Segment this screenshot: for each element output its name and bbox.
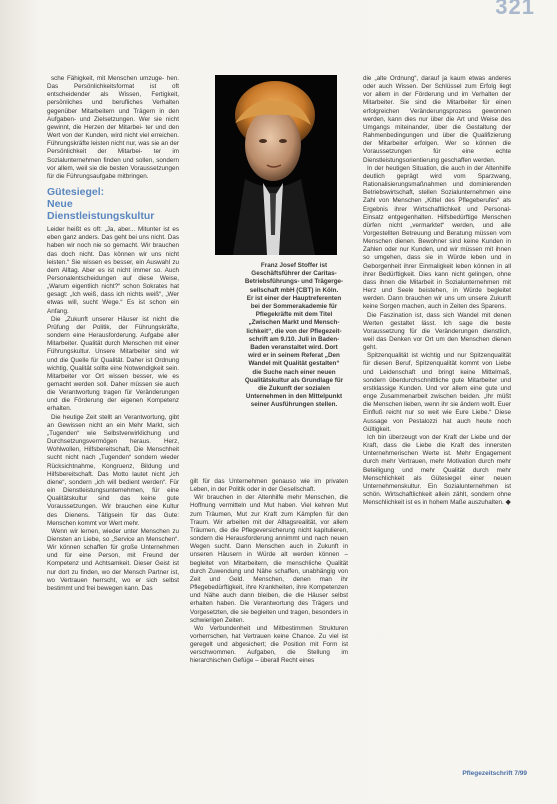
paragraph: Wenn wir lernen, wieder unter Menschen zu Diensten an Liebe, so „Service an Menschen“. Wir können schaffen für große Unternehmen und für eine Person, mit Freund der Kompetenz und Achtsamkeit. Dieser Geist ist nur dort zu finden, wo der Mensch Partner ist, wo Vertrauen herrscht, wo er sich selbst bestimmt und frei bewegen kann. Das	[47, 527, 179, 592]
caption-line: Baden veranstaltet wird. Dort	[250, 344, 338, 352]
caption-line: wird er in seinem Referat „Den	[248, 352, 340, 360]
paragraph: Wo Verbundenheit und Mitbestimmen Strukturen vorherrschen, hat Vertrauen keine Chance. Zu viel ist geregelt und abgesichert; die Position mit Form ist verschwommen. Aufgaben, die Stellung im hierarchischen Gefüge – überall Recht eines	[190, 624, 348, 665]
paragraph: Leider heißt es oft: „Ja, aber... Mitunter ist es eben ganz anders. Das geht bei uns nicht. Das haben wir noch nie so gemacht. Wir brauchen das doch nicht. Das können wir uns nicht leisten.“ Sie wissen es besser, ein Auswahl zu dem Alltag. Aber es ist nicht immer so. Auch Personalentscheidungen auf diese Weise, „Warum eigentlich nicht?“ schon Sokrates hat gesagt: „Ich weiß, dass ich nichts weiß“, „Wer etwas will, sucht Wege.“ Es ist schon ein Anfang.	[47, 226, 179, 315]
paragraph-text: Ich bin überzeugt von der Kraft der Liebe und der Kraft, dass die Liebe die Kraft des innersten Unternehmerischen Werte ist. Mehr Engagement durch mehr Vertrauen, mehr Motivation durch mehr Beteiligung und mehr Qualität durch mehr Menschlichkeit als Gütesiegel einer neuen Unternehmenskultur. Ein Sozialunternehmen ist schön. Wirtschaftlichkeit allein zählt, sondern ohne Menschlichkeit ist es in hohem Maße auszuhalten.	[363, 433, 511, 507]
caption-line: Pflegekräfte mit dem Titel	[255, 311, 333, 319]
caption-line: Geschäftsführer der Caritas-	[251, 270, 337, 278]
photo-caption	[232, 262, 356, 410]
section-heading	[47, 186, 179, 222]
paragraph: sche Fähigkeit, mit Menschen umzuge- hen. Das Persönlichkeitsformat ist oft entscheidender als Wissen, Fertigkeit, persönliches und berufliches Verhalten gegenüber Mitarbeitern und Trägern in den Aufgaben- und Zielsetzungen. Wer sie nicht gewinnt, die Herzen der Mitarbei- ter und den Wert von der Kunden, wird nicht viel erreichen. Führungskräfte leisten nicht nur, was sie an der Persönlichkeit der Mitarbei- ter im Sozialunternehmen finden und sollen, sondern vor allem, weil sie die besten Voraussetzungen für die Führungsaufgabe mitbringen.	[47, 75, 179, 180]
page-number: 321	[495, 0, 535, 19]
paragraph: Spitzenqualität ist wichtig und nur Spitzenqualität für diesen Beruf, Spitzenqualität kommt von Liebe und Leidenschaft und bringt keine Mittelmaß, sondern überdurchschnittliche gute Mitarbeiter und erstklassige Kunden. Und vor allem eine gute und enge Zusammenarbeit zwischen beiden. „Ihr müßt die Menschen lieben, wenn ihr sie ändern wollt. Euer Einfluß reicht nur so weit wie Eure Liebe.“ Diese Aussage von Pestalozzi hat auch heute noch Gültigkeit.	[363, 352, 511, 433]
caption-line: schrift am 9./10. Juli in Baden-	[248, 335, 340, 343]
paragraph: Die „Zukunft unserer Häuser ist nicht die Prüfung der Politik, der Führungskräfte, sondern eine Herausforderung. Aufgabe aller Mitarbeiter. Qualität durch Menschen mit einer Führungskultur. Unsere Mitarbeiter sind wir und die Quelle für Qualität. Daher ist Ordnung wichtig, Qualität sollte eine Notwendigkeit sein. Mitarbeiter vor Ort wissen besser, wie es gemacht werden soll. Daher müssen sie auch die Verantwortung tragen für Veränderungen und die Förderung der eigenen Kompetenz erhalten.	[47, 315, 179, 413]
text-column-middle	[190, 478, 348, 778]
paragraph: Die Faszination ist, dass sich Wandel mit denen Werten gestaltet lässt. Ich sage die beste Voraussetzung für die Veränderungen dienstlich, weil das Denken vor Ort um den Menschen dienen geht.	[363, 311, 511, 352]
portrait-photo	[215, 75, 337, 255]
caption-line: sellschaft mbH (CBT) in Köln.	[249, 286, 339, 294]
paragraph: die „alte Ordnung“, darauf ja kaum etwas anderes oder auch Wissen. Der Schlüssel zum Erfolg liegt vor allem in der Förderung und im Verhalten der Mitarbeiter. Sie sind die Mitarbeiter für einen erfolgreichen Veränderungsprozess gewonnen werden, kann dies nur über die Art und Weise des Umgangs miteinander, über die Gestaltung der Rahmenbedingungen und über die Qualifizierung der Mitarbeiter erfolgen. Wer so können die Voraussetzungen für eine echte Dienstleistungsorientierung geschaffen werden.	[363, 75, 511, 164]
portrait-image	[215, 75, 337, 255]
paragraph: Die heutige Zeit stellt an Verantwortung, gibt an Gewissen nicht an ein Mehr Markt, sich „Tugenden“ wie Selbstverwirklichung und Durchsetzungsvermögen heraus. Herz, Wohlwollen, Hilfsbereitschaft, Die Menschheit sucht nicht nach „Tugenden“ sondern wieder Rücksichtnahme, Kongruenz, Bildung und Hilfsbereitschaft. Das Motto lautet nicht „ich diene“, sondern „ich will bedient werden“. Für ein Dienstleistungsunternehmen, für eine Qualitätskultur sind das keine gute Voraussetzungen. Wir brauchen eine Kultur des Dienens. Tätigsein für das Gute: Menschen kommt vor Wert mehr.	[47, 413, 179, 527]
text-column-left	[47, 75, 179, 775]
caption-line: die Zukunft der sozialen	[257, 385, 331, 393]
caption-line: Qualitätskultur als Grundlage für	[244, 376, 344, 384]
caption-line: bei der Sommerakademie für	[250, 303, 338, 311]
paragraph: gilt für das Unternehmen genauso wie im privaten Leben, in der Politik oder in der Gesellschaft.	[190, 478, 348, 494]
paragraph: In der heutigen Situation, die auch in der Altenhilfe deutlich geprägt wird vom Sparzwang, Rationalisierungsmaßnahmen und dominierenden Betriebswirtschaft, stellen Sozialunternehmen eine Zahl von Menschen „Kittel des Pflegeberufes“ als Ergebnis ihrer Wirtschaftlichkeit und Personal-Einsatz entgegenhalten. Hilfsbedürftige Menschen dürfen nicht „vermarktet“ werden, und alle Vorgestellten Betreuung und Beratung müssen vom Menschen dienen. Bewohner sind keine Kunden in Zahlen oder nur Kunden, und wir müssen mit ihnen so umgehen, dass sie in Würde leben und in Geborgenheit ihrer Einmaligkeit leben können in all ihrer Bedürftigkeit. Dies kann nicht gelingen, ohne dass ihnen die Mitarbeit in Sozialunternehmen mit Herz und Seele beistehen, in Würde begleitet werden. Dann brauchen wir uns um unsere Zukunft keine Sorgen machen, auch in Zeiten des Sparens.	[363, 164, 511, 311]
section-heading-line: Neue Dienstleistungskultur	[47, 198, 155, 223]
caption-line: die Suche nach einer neuen	[252, 368, 336, 376]
end-mark-icon: ◆	[505, 499, 511, 507]
paragraph	[363, 434, 511, 507]
caption-line: Unternehmen in den Mittelpunkt	[245, 393, 343, 401]
caption-line: lichkeit“, die von der Pflegezeit-	[246, 327, 342, 335]
paragraph: Wir brauchen in der Altenhilfe mehr Menschen, die Hoffnung vermitteln und Mut haben. Viel kehren Mut zum Träumen, Mut zur Kraft zum Kämpfen für den Traum. Wir arbeiten mit der Alltagsrealität, vor allem Träumen, die die Pflegeversicherung nicht kapitulieren, sondern die Herausforderung annimmt und nach neuen Wegen sucht. Dann Menschen auch in Zukunft in unseren Häusern in Würde alt werden können – begleitet von Mitarbeitern, die menschliche Qualität durch Zuwendung und Nähe schaffen, unabhängig von Zeit und Geld. Menschen, denen man ihr Pflegebedürftigkeit, ihre Krankheiten, ihre Kompetenzen und Nähe auch dann bleiben, die die Häuser selbst erhalten haben. Die Verantwortung des Trägers und Vorgesetzten, die sie begleiten und tragen, besonders in schwierigen Zeiten.	[190, 494, 348, 624]
caption-line: Betriebsführungs- und Trägerge-	[244, 278, 344, 286]
caption-line: Franz Josef Stoffer ist	[260, 262, 328, 269]
caption-line: Wandel mit Qualität gestalten“	[248, 360, 340, 368]
caption-line: Er ist einer der Hauptreferenten	[246, 294, 342, 302]
caption-line: „Zwischen Markt und Mensch-	[248, 319, 340, 327]
section-heading-line: Gütesiegel:	[47, 186, 105, 199]
footer-journal-issue: Pflegezeitschrift 7/99	[462, 770, 527, 777]
caption-line: seiner Ausführungen stellen.	[250, 401, 338, 409]
text-column-right	[363, 75, 511, 780]
